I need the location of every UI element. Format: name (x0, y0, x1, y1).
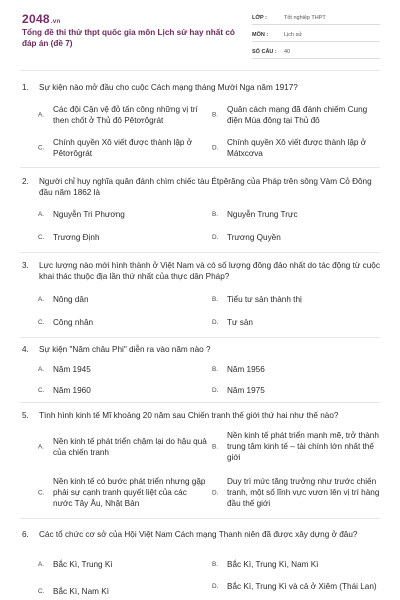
option-text: Bắc Kì, Trung Kì và cả ở Xiêm (Thái Lan) (227, 582, 377, 591)
option-c[interactable] (38, 385, 208, 396)
option-letter: C. (38, 144, 45, 152)
question-divider (20, 518, 380, 519)
option-c[interactable] (38, 317, 208, 328)
question-stem: 6. Các tổ chức cơ sở của Hội Việt Nam Cách mạng Thanh niên đã được xây dựng ở đâu? (22, 530, 358, 539)
option-b[interactable] (212, 364, 382, 375)
option-letter: A. (38, 211, 45, 218)
option-letter: A. (38, 561, 45, 568)
option-letter: C. (38, 489, 45, 496)
option-letter: D. (212, 144, 219, 152)
option-text: Năm 1945 (53, 365, 91, 374)
option-text: Bắc Kì, Nam Kì (53, 587, 109, 596)
option-d[interactable] (212, 317, 382, 328)
option-letter: B. (212, 296, 219, 303)
option-text: Trương Định (53, 233, 100, 242)
option-text: Các đội Cận vệ đỏ tấn công những vị trí then chốt ở Thủ đô Pêtơrôgrát (53, 105, 198, 125)
option-b[interactable] (212, 430, 382, 463)
option-b[interactable] (212, 209, 382, 220)
option-text: Năm 1956 (227, 365, 265, 374)
option-letter: D. (212, 319, 219, 326)
option-b[interactable] (212, 294, 382, 305)
option-letter: D. (212, 583, 219, 590)
option-c[interactable] (38, 476, 208, 509)
option-letter: A. (38, 366, 45, 373)
meta-grade: LỚP : Tốt nghiệp THPT (252, 12, 380, 25)
option-letter: C. (38, 319, 45, 326)
question-divider (20, 402, 380, 403)
option-text: Nền kinh tế phát triển mạnh mẽ, trở thành trung tâm kinh tế – tài chính lớn nhất thế giới (227, 431, 379, 462)
option-a[interactable] (38, 364, 208, 375)
option-text: Năm 1975 (227, 386, 265, 395)
exam-title: Tổng đề thi thử thpt quốc gia môn Lịch sử hay nhất có đáp án (đề 7) (22, 28, 235, 48)
option-d[interactable] (212, 581, 382, 592)
option-letter: C. (38, 387, 45, 394)
option-text: Chính quyền Xô viết được thành lập ở Pêtơrôgrát (53, 138, 193, 158)
option-text: Nguyễn Trung Trực (227, 210, 298, 219)
question-divider (20, 337, 380, 338)
page-header (0, 0, 400, 64)
question-stem: 3. Lực lượng nào mới hình thành ở Việt Nam và có số lượng đông đảo nhất do tác động từ cuộc khai thác thuộc địa lần thứ nhất của thực dân Pháp? (22, 261, 380, 281)
question-divider (20, 252, 380, 253)
exam-meta (252, 12, 380, 63)
option-a[interactable] (38, 294, 208, 305)
option-a[interactable] (38, 104, 208, 126)
site-logo[interactable]: 2048.vn (22, 12, 61, 26)
option-c[interactable] (38, 232, 208, 243)
option-letter: D. (212, 387, 219, 394)
question-stem: 2. Người chỉ huy nghĩa quân đánh chìm chiếc tàu Étpêrăng của Pháp trên sông Vàm Cỏ Đông đầu năm 1862 là (22, 177, 372, 197)
option-text: Nền kinh tế phát triển chậm lại do hậu quả của chiến tranh (53, 437, 207, 457)
option-text: Nguyễn Tri Phương (53, 210, 125, 219)
option-letter: C. (38, 234, 45, 241)
option-letter: B. (212, 211, 219, 218)
option-d[interactable] (212, 385, 382, 396)
option-text: Trương Quyền (227, 233, 281, 242)
option-text: Chính quyền Xô viết được thành lập ở Mátxcơva (227, 138, 367, 158)
option-letter: D. (212, 489, 219, 496)
option-text: Duy trì mức tăng trưởng như trước chiến tranh, một số lĩnh vực vươn lên vị trí hàng đầu thế giới (227, 477, 380, 508)
option-a[interactable] (38, 559, 208, 570)
option-letter: D. (212, 234, 219, 241)
option-d[interactable] (212, 137, 382, 159)
option-text: Nông dân (53, 295, 89, 304)
question-stem: 4. Sự kiện "Năm châu Phi" diễn ra vào năm nào ? (22, 345, 211, 354)
question-divider (20, 167, 380, 168)
option-text: Nền kinh tế có bước phát triển nhưng gặp phải sự cạnh tranh quyết liệt của các nước Tây Âu, Nhật Bản (53, 477, 206, 508)
option-letter: B. (212, 366, 219, 373)
meta-question-count: SỐ CÂU : 40 (252, 46, 380, 59)
question-divider (20, 70, 380, 71)
option-c[interactable] (38, 137, 208, 159)
option-b[interactable] (212, 559, 382, 570)
option-letter: C. (38, 588, 45, 595)
option-d[interactable] (212, 232, 382, 243)
option-letter: B. (212, 561, 219, 568)
question-stem: 5. Tình hình kinh tế Mĩ khoảng 20 năm sau Chiến tranh thế giới thứ hai như thế nào? (22, 411, 339, 420)
option-text: Quân cách mạng đã đánh chiếm Cung điện Mùa đông tại Thủ đô (227, 105, 368, 125)
option-text: Bắc Kì, Trung Kì, Nam Kì (227, 560, 319, 569)
option-letter: B. (212, 111, 219, 119)
option-text: Bắc Kì, Trung Kì (53, 560, 113, 569)
option-d[interactable] (212, 476, 382, 509)
option-a[interactable] (38, 209, 208, 220)
option-text: Năm 1960 (53, 386, 91, 395)
option-text: Tư sản (227, 318, 253, 327)
question-stem: 1. Sự kiện nào mở đầu cho cuộc Cách mạng tháng Mười Nga năm 1917? (22, 83, 298, 92)
option-text: Tiểu tư sản thành thị (227, 295, 302, 304)
option-letter: A. (38, 443, 45, 451)
option-text: Công nhân (53, 318, 94, 327)
meta-subject: MÔN : Lịch sử (252, 29, 380, 42)
option-a[interactable] (38, 436, 208, 458)
option-c[interactable] (38, 586, 208, 597)
option-letter: A. (38, 296, 45, 303)
option-letter: A. (38, 111, 45, 119)
option-letter: B. (212, 443, 219, 450)
option-b[interactable] (212, 104, 382, 126)
